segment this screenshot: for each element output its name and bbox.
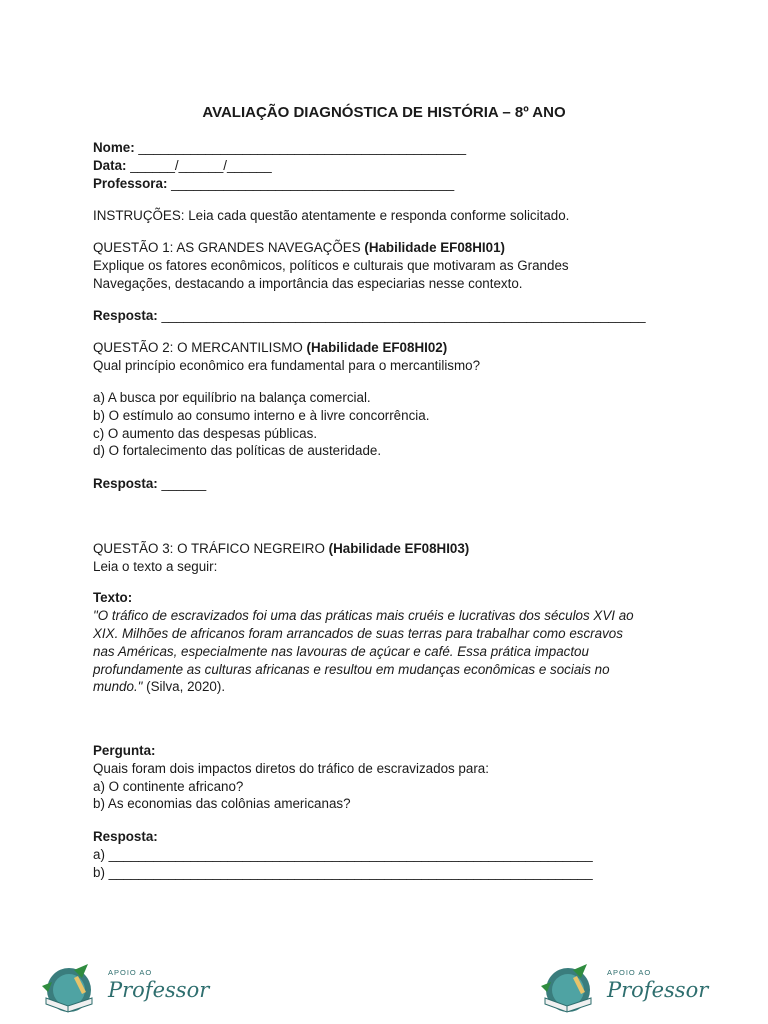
book-globe-icon <box>537 962 603 1018</box>
page-title: AVALIAÇÃO DIAGNÓSTICA DE HISTÓRIA – 8º ANO <box>202 104 566 121</box>
q2-answer-label: Resposta: <box>93 476 158 491</box>
logo-right <box>527 956 707 1018</box>
q2-title: QUESTÃO 2: O MERCANTILISMO <box>93 340 307 355</box>
logo-left <box>28 956 208 1018</box>
q1-text-line2: Navegações, destacando a importância das especiarias nesse contexto. <box>93 276 523 291</box>
q2-answer-blank: ______ <box>157 476 207 491</box>
data-field <box>93 157 272 174</box>
nome-label: Nome: <box>93 140 135 155</box>
q1-skill: (Habilidade EF08HI01) <box>364 240 506 255</box>
q3-question: Quais foram dois impactos diretos do tráfico de escravizados para: <box>93 761 489 776</box>
q3-quote-end: mundo." <box>93 679 143 694</box>
q3-quote-line1: "O tráfico de escravizados foi uma das práticas mais cruéis e lucrativas dos séculos XVI ao <box>93 608 634 623</box>
q3-quote-line4: profundamente as culturas africanas e resultou em mudanças econômicas e sociais no <box>93 662 610 677</box>
q3-citation: (Silva, 2020). <box>142 679 226 694</box>
q3-skill: (Habilidade EF08HI03) <box>328 541 470 556</box>
q3-quote-line3: nas Américas, especialmente nas lavouras de açúcar e café. Essa prática impactou <box>93 644 589 659</box>
q2-skill: (Habilidade EF08HI02) <box>306 340 448 355</box>
logo-left-small-text: APOIO AO <box>108 968 153 977</box>
data-label: Data: <box>93 158 127 173</box>
q3-sub-b: b) As economias das colônias americanas? <box>93 796 351 811</box>
q2-option-d: d) O fortalecimento das políticas de austeridade. <box>93 443 382 458</box>
q3-text-label: Texto: <box>93 590 133 605</box>
logo-right-small-text: APOIO AO <box>607 968 652 977</box>
q3-heading <box>93 540 469 557</box>
q2-option-c: c) O aumento das despesas públicas. <box>93 426 318 441</box>
q2-option-b: b) O estímulo ao consumo interno e à livre concorrência. <box>93 408 430 423</box>
q3-quote-line5 <box>93 678 225 695</box>
professora-blank: ______________________________________ <box>167 176 455 191</box>
q1-heading <box>93 239 505 256</box>
nome-blank: ____________________________________________ <box>134 140 467 155</box>
q3-question-label: Pergunta: <box>93 743 156 758</box>
data-blank: ______/______/______ <box>126 158 272 173</box>
q1-answer-label: Resposta: <box>93 308 158 323</box>
book-globe-icon <box>38 962 104 1018</box>
q2-option-a: a) A busca por equilíbrio na balança comercial. <box>93 390 371 405</box>
q2-answer <box>93 475 206 492</box>
professora-label: Professora: <box>93 176 168 191</box>
q2-question: Qual princípio econômico era fundamental para o mercantilismo? <box>93 358 481 373</box>
logo-right-big-text: Professor <box>607 978 709 1002</box>
q3-answer-a: a) _________________________________________________________________ <box>93 847 593 862</box>
q3-answer-b: b) _________________________________________________________________ <box>93 865 593 880</box>
instructions: INSTRUÇÕES: Leia cada questão atentamente e responda conforme solicitado. <box>93 208 570 223</box>
nome-field <box>93 139 466 156</box>
q3-sub-a: a) O continente africano? <box>93 779 244 794</box>
q1-text-line1: Explique os fatores econômicos, políticos e culturais que motivaram as Grandes <box>93 258 569 273</box>
q1-title: QUESTÃO 1: AS GRANDES NAVEGAÇÕES <box>93 240 365 255</box>
q3-quote-line2: XIX. Milhões de africanos foram arrancados de suas terras para trabalhar como escravos <box>93 626 623 641</box>
q3-answer-label: Resposta: <box>93 829 158 844</box>
q3-title: QUESTÃO 3: O TRÁFICO NEGREIRO <box>93 541 329 556</box>
professora-field <box>93 175 454 192</box>
q1-answer <box>93 307 646 324</box>
q1-answer-blank: _________________________________________________________________ <box>157 308 646 323</box>
logo-left-big-text: Professor <box>108 978 210 1002</box>
q2-heading <box>93 339 447 356</box>
q3-intro: Leia o texto a seguir: <box>93 559 218 574</box>
